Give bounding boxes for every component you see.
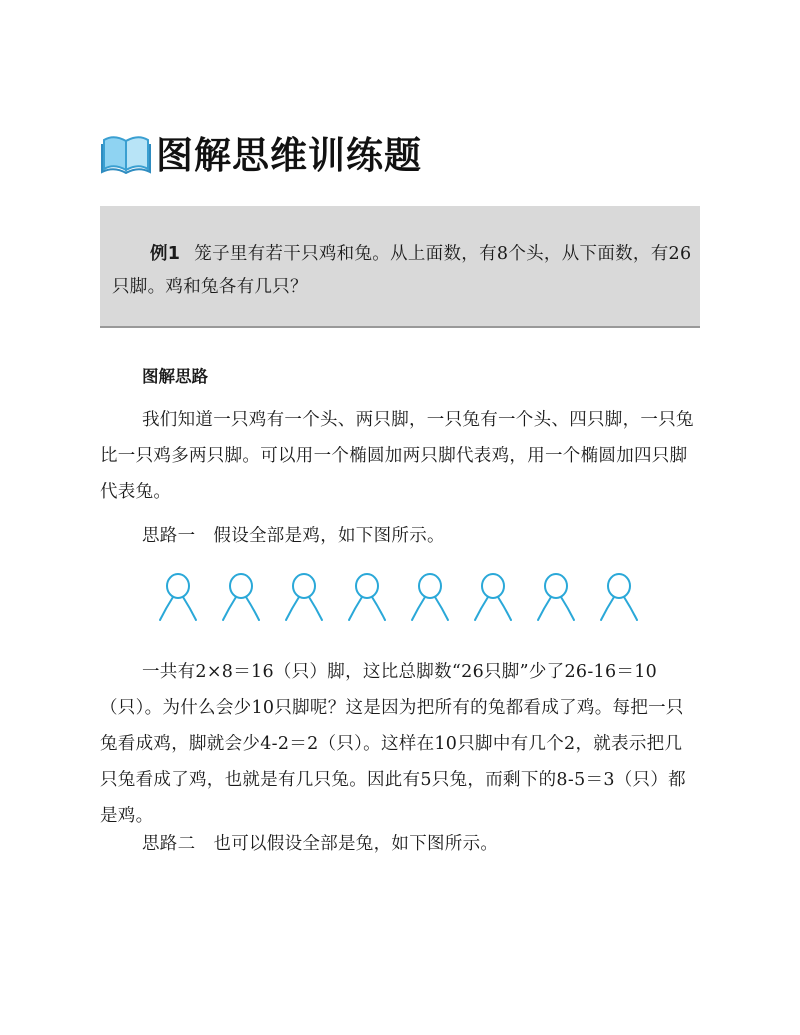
example-text: 笼子里有若干只鸡和兔。从上面数，有8个头，从下面数，有26只脚。鸡和兔各有几只？ [112, 244, 692, 297]
title-row [100, 122, 422, 182]
chicken-figure [148, 572, 648, 624]
idea-two-text: 也可以假设全部是兔，如下图所示。 [213, 834, 499, 854]
page-title: 图解思维训练题 [156, 134, 422, 177]
idea-two-label: 思路二 [142, 834, 196, 854]
open-book-icon [100, 130, 152, 174]
intro-paragraph: 我们知道一只鸡有一个头、两只脚，一只兔有一个头、四只脚，一只兔比一只鸡多两只脚。可以用一个椭圆加两只脚代表鸡，用一个椭圆加四只脚代表兔。 [100, 410, 694, 502]
explanation-paragraph: 一共有2×8＝16（只）脚，这比总脚数“26只脚”少了26-16＝10（只）。为什么会少10只脚呢？这是因为把所有的兔都看成了鸡。每把一只兔看成鸡，脚就会少4-2＝2（只）。这样在10只脚中有几个2，就表示把几只兔看成了鸡，也就是有几只兔。因此有5只兔，而剩下的8-5＝3（只）都是鸡。 [100, 662, 686, 826]
chicken-symbol-icon [286, 574, 322, 620]
chicken-symbol-icon [412, 574, 448, 620]
example-label: 例1 [150, 244, 181, 264]
chicken-symbol-icon [160, 574, 196, 620]
idea-two [100, 826, 700, 862]
example-box [100, 206, 700, 328]
example-problem [112, 238, 692, 304]
idea-one [100, 518, 700, 554]
idea-one-text: 假设全部是鸡，如下图所示。 [213, 526, 445, 546]
chicken-symbol-icon [601, 574, 637, 620]
chicken-symbol-icon [349, 574, 385, 620]
chicken-symbol-icon [223, 574, 259, 620]
idea-one-label: 思路一 [142, 526, 196, 546]
chicken-symbol-icon [475, 574, 511, 620]
chicken-symbol-icon [538, 574, 574, 620]
section-heading: 图解思路 [142, 367, 208, 386]
